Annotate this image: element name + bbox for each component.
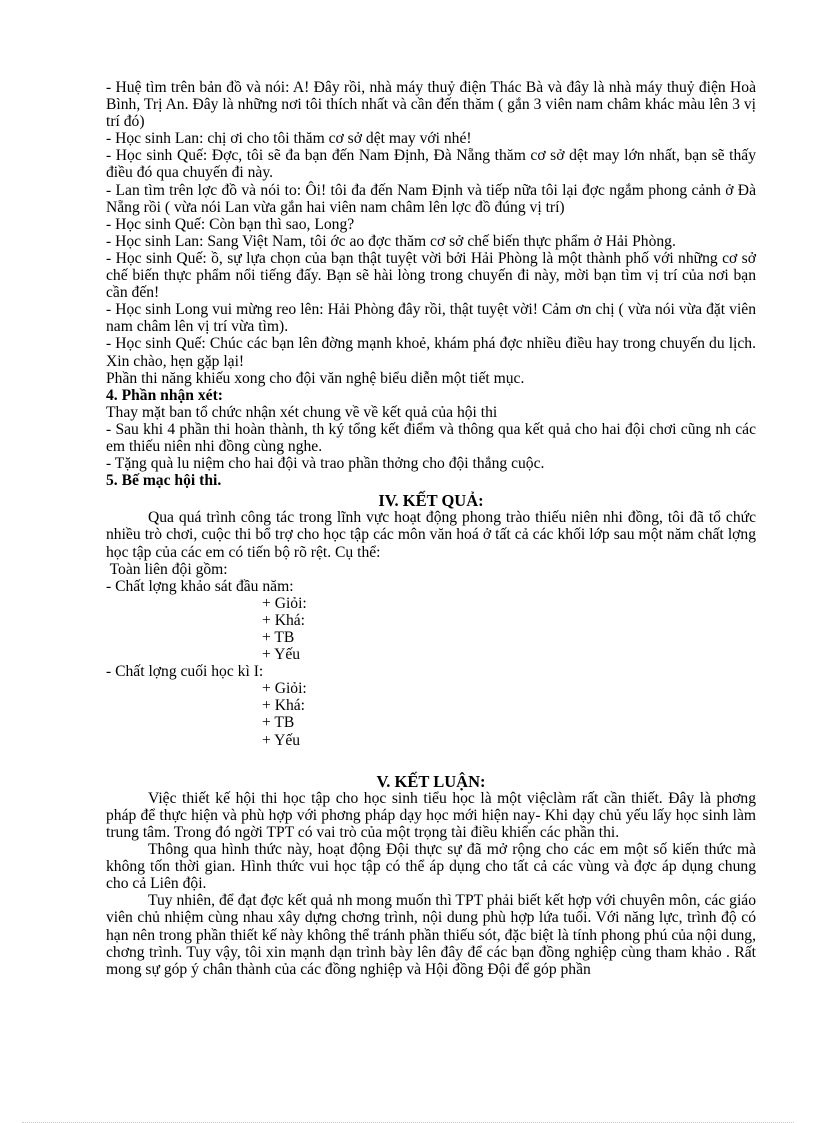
document-page <box>106 79 756 978</box>
section-4-line: - Sau khi 4 phần thi hoàn thành, th ký tổng kết điểm và thông qua kết quả cho hai đội chơi cũng nh các em thiếu niên nhi đồng cùng nghe. <box>106 420 756 455</box>
dialogue-line: - Học sinh Lan: Sang Việt Nam, tôi ớc ao đợc thăm cơ sở chế biến thực phẩm ở Hải Phòng. <box>106 232 676 250</box>
grade-item: + Khá: <box>262 697 306 715</box>
grade-item: + Khá: <box>262 611 306 629</box>
grade-item: + Giỏi: <box>262 680 307 698</box>
results-title: IV. KẾT QUẢ: <box>378 491 484 511</box>
grade-item: + Yếu <box>262 646 301 664</box>
dialogue-line: - Huệ tìm trên bản đồ và nói: A! Đây rồi, nhà máy thuỷ điện Thác Bà và đây là nhà máy thuỷ điện Hoà Bình, Trị An. Đây là những nơi tôi thích nhất và cần đến thăm ( gắn 3 viên nam châm khác màu lên 3 vị trí đó) <box>106 79 756 131</box>
start-of-year-label: - Chất lợng khảo sát đầu năm: <box>106 577 294 595</box>
grade-item: + Yếu <box>262 731 301 749</box>
conclusion-paragraph: Việc thiết kế hội thi học tập cho học sinh tiểu học là một việclàm rất cần thiết. Đây là phơng pháp để thực hiện và phù hợp với phơng pháp dạy học mới hiện nay- Khi dạy chủ yếu lấy học sinh làm trung tâm. Trong đó ngời TPT có vai trò của một trọng tài điều khiển các phần thi. <box>106 789 756 841</box>
results-intro: Qua quá trình công tác trong lĩnh vực hoạt động phong trào thiếu niên nhi đồng, tôi đã tổ chức nhiều trò chơi, cuộc thi bổ trợ cho học tập các môn văn hoá ở tất cả các khối lớp sau một năm chất lợng học tập của các em có tiến bộ rõ rệt. Cụ thể: <box>106 509 756 561</box>
section-4-heading: 4. Phần nhận xét: <box>106 386 223 404</box>
section-4-line: Thay mặt ban tổ chức nhận xét chung về về kết quả của hội thi <box>106 403 498 421</box>
conclusion-title: V. KẾT LUẬN: <box>376 771 486 791</box>
conclusion-paragraph: Thông qua hình thức này, hoạt động Đội thực sự đã mở rộng cho các em một số kiến thức mà không tốn thời gian. Hình thức vui học tập có thể áp dụng cho tất cả các vùng và đợc áp dụng chung cho cả Liên đội. <box>106 841 756 893</box>
dialogue-line: Phần thi năng khiếu xong cho đội văn nghệ biểu diễn một tiết mục. <box>106 369 525 387</box>
grade-item: + TB <box>262 714 295 732</box>
grade-item: + TB <box>262 629 295 646</box>
grade-item: + Giỏi: <box>262 594 307 612</box>
dialogue-line: - Học sinh Quế: Đợc, tôi sẽ đa bạn đến Nam Định, Đà Nẵng thăm cơ sở dệt may lớn nhất, bạn sẽ thấy điều đó qua chuyến đi này. <box>106 147 756 182</box>
conclusion-paragraph: Tuy nhiên, để đạt đợc kết quả nh mong muốn thì TPT phải biết kết hợp với chuyên môn, các giáo viên chủ nhiệm cùng nhau xây dựng chơng trình, nội dung phù hợp lứa tuổi. Với năng lực, trình độ có hạn nên trong phần thiết kế này không thể tránh phần thiếu sót, đặc biệt là tính phong phú của nội dung, chơng trình. Tuy vậy, tôi xin mạnh dạn trình bày lên đây để các bạn đồng nghiệp cùng tham khảo . Rất mong sự góp ý chân thành của các đồng nghiệp và Hội đồng Đội để góp phần <box>106 892 756 978</box>
section-5-heading: 5. Bế mạc hội thi. <box>106 472 222 490</box>
dialogue-line: - Học sinh Long vui mừng reo lên: Hải Phòng đây rồi, thật tuyệt vời! Cảm ơn chị ( vừa nói vừa đặt viên nam châm lên vị trí vừa tìm). <box>106 301 756 336</box>
dialogue-line: - Lan tìm trên lợc đồ và nói to: Ôi! tôi đa đến Nam Định và tiếp nữa tôi lại đợc ngắm phong cảnh ở Đà Nẵng rồi ( vừa nói Lan vừa gắn hai viên nam châm lên lợc đồ đúng vị trí) <box>106 181 756 216</box>
dialogue-line: - Học sinh Quế: Chúc các bạn lên đờng mạnh khoẻ, khám phá đợc nhiều điều hay trong chuyến du lịch. Xin chào, hẹn gặp lại! <box>106 335 756 370</box>
dialogue-section <box>106 79 756 387</box>
dialogue-line: - Học sinh Quế: Còn bạn thì sao, Long? <box>106 215 355 233</box>
results-total: Toàn liên đội gồm: <box>106 560 228 578</box>
dialogue-line: - Học sinh Lan: chị ơi cho tôi thăm cơ sở dệt may với nhé! <box>106 130 472 148</box>
end-of-term-label: - Chất lợng cuối học kì I: <box>106 663 264 681</box>
section-4-line: - Tặng quà lu niệm cho hai đội và trao phần thởng cho đội thắng cuộc. <box>106 455 545 473</box>
dialogue-line: - Học sinh Quế: ồ, sự lựa chọn của bạn thật tuyệt vời bởi Hải Phòng là một thành phố với những cơ sở chế biến thực phẩm nổi tiếng đấy. Bạn sẽ hài lòng trong chuyến đi này, mời bạn tìm vị trí của nơi bạn cần đến! <box>106 249 756 302</box>
